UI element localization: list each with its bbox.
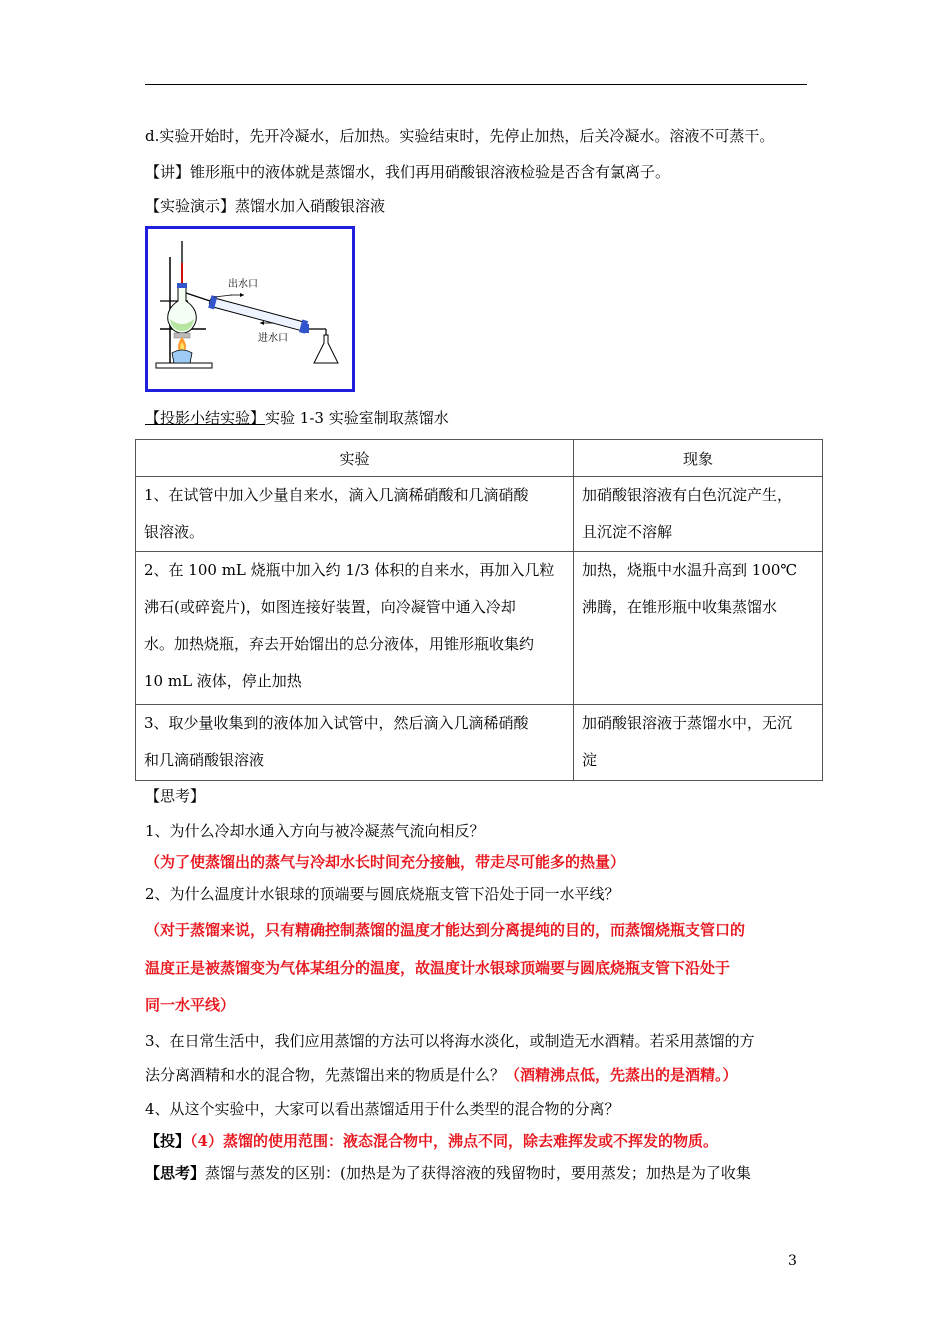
alcohol-lamp (172, 350, 192, 363)
table-row (136, 552, 823, 705)
think-title: 【思考】 (145, 787, 206, 805)
text-line-3: 【实验演示】蒸馏水加入硝酸银溶液 (145, 197, 386, 215)
tou-prefix: 【投】 (145, 1132, 191, 1150)
header-phenomenon: 现象 (574, 440, 823, 477)
table-cell-line: 1、在试管中加入少量自来水，滴入几滴稀硝酸和几滴硝酸 (144, 486, 529, 504)
table-cell-line: 加硝酸银溶液于蒸馏水中，无沉 (582, 714, 793, 732)
outlet-label: 出水口 (228, 279, 258, 290)
table-cell-line: 沸腾，在锥形瓶中收集蒸馏水 (582, 598, 778, 616)
inlet-label: 进水口 (258, 333, 288, 344)
table-caption-prefix: 【投影小结实验】 (145, 409, 266, 427)
question-2: 2、为什么温度计水银球的顶端要与圆底烧瓶支管下沿处于同一水平线？ (145, 885, 620, 903)
answer-2-line-2: 温度正是被蒸馏变为气体某组分的温度，故温度计水银球顶端要与圆底烧瓶支管下沿处于 (145, 959, 731, 977)
page-number: 3 (788, 1253, 797, 1269)
question-3-line-2 (145, 1065, 738, 1085)
table-cell-line: 10 mL 液体，停止加热 (144, 672, 302, 690)
answer-2-line-3: 同一水平线） (145, 996, 236, 1014)
table-cell-line: 和几滴硝酸银溶液 (144, 751, 265, 769)
table-row (136, 477, 823, 552)
answer-1: （为了使蒸馏出的蒸气与冷却水长时间充分接触，带走尽可能多的热量） (145, 853, 626, 871)
question-4: 4、从这个实验中，大家可以看出蒸馏适用于什么类型的混合物的分离？ (145, 1100, 620, 1118)
last-line (145, 1163, 751, 1183)
answer-3: （酒精沸点低，先蒸出的是酒精。） (505, 1066, 738, 1084)
header-experiment: 实验 (136, 440, 574, 477)
question-1: 1、为什么冷却水通入方向与被冷凝蒸气流向相反？ (145, 822, 485, 840)
distillation-apparatus-figure (145, 226, 355, 392)
table-header-row (136, 440, 823, 477)
last-text: 蒸馏与蒸发的区别：(加热是为了获得溶液的残留物时，要用蒸发；加热是为了收集 (205, 1164, 751, 1182)
table-cell-line: 3、取少量收集到的液体加入试管中，然后滴入几滴稀硝酸 (144, 714, 529, 732)
stand-base (156, 363, 212, 368)
table-cell-line: 加热，烧瓶中水温升高到 100℃ (582, 561, 798, 579)
table-cell-line: 2、在 100 mL 烧瓶中加入约 1/3 体积的自来水，再加入几粒 (144, 561, 555, 579)
table-caption-text: 实验 1-3 实验室制取蒸馏水 (265, 409, 449, 427)
text-line-2: 【讲】锥形瓶中的液体就是蒸馏水，我们再用硝酸银溶液检验是否含有氯离子。 (145, 163, 671, 181)
tou-line (145, 1131, 718, 1151)
table-cell-line: 水。加热烧瓶，弃去开始馏出的总分液体，用锥形瓶收集约 (144, 635, 535, 653)
text-line-1: d.实验开始时，先开冷凝水，后加热。实验结束时，先停止加热，后关冷凝水。溶液不可蒸干。 (145, 127, 775, 145)
last-prefix: 【思考】 (145, 1164, 206, 1182)
table-row (136, 705, 823, 781)
question-3-text: 法分离酒精和水的混合物，先蒸馏出来的物质是什么？ (145, 1066, 506, 1084)
header-rule (145, 84, 807, 85)
answer-2-line-1: （对于蒸馏来说，只有精确控制蒸馏的温度才能达到分离提纯的目的，而蒸馏烧瓶支管口的 (145, 921, 746, 939)
table-cell-line: 沸石(或碎瓷片)，如图连接好装置，向冷凝管中通入冷却 (144, 598, 516, 616)
table-caption (145, 408, 449, 428)
question-3-line-1: 3、在日常生活中，我们应用蒸馏的方法可以将海水淡化，或制造无水酒精。若采用蒸馏的方 (145, 1032, 755, 1050)
table-cell-line: 且沉淀不溶解 (582, 523, 673, 541)
tou-text: （4）蒸馏的使用范围：液态混合物中，沸点不同，除去难挥发或不挥发的物质。 (190, 1132, 718, 1150)
experiment-table (135, 439, 823, 781)
table-cell-line: 银溶液。 (144, 523, 205, 541)
table-cell-line: 淀 (582, 751, 598, 769)
conical-flask (314, 335, 338, 363)
table-cell-line: 加硝酸银溶液有白色沉淀产生， (582, 486, 793, 504)
condenser (209, 297, 308, 332)
